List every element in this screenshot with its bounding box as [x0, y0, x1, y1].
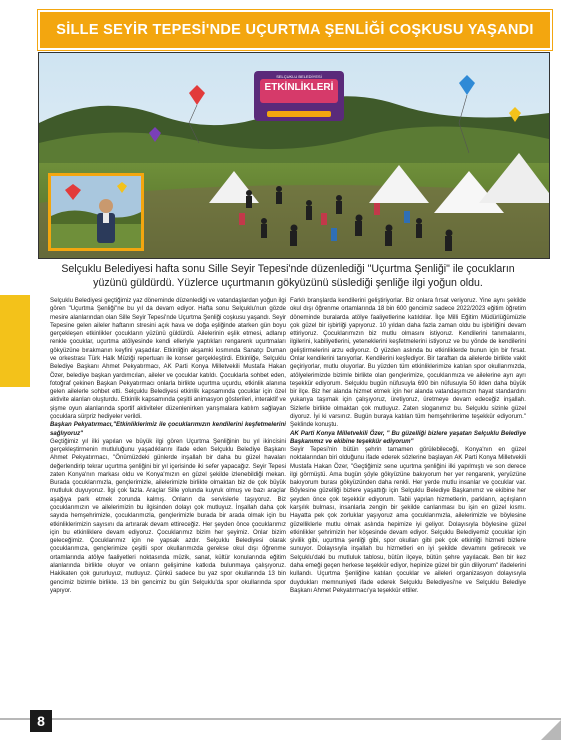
footer-rule	[0, 718, 561, 720]
banner-small-text: SELÇUKLU BELEDİYESİ	[276, 74, 322, 79]
banner-big-text: ETKİNLİKLERİ	[264, 82, 334, 93]
paragraph: Seyir Tepesi'nin bütün şehrin tamamen görülebileceği, Konya'nın en güzel noktalarından biri olduğunu ifade ederek sözlerine başlayan AK Parti Konya Milletvekili Mustafa Hakan Özer, "Geçtiğimiz sene uçurtma şenliğini ilki yapılmıştı ve son derece ilgi görmüştü. Ama bugün şöyle gökyüzüne bakıyorum her yer rengarenk, yeryüzüne bakıyorum burası gökyüzünden daha renkli. Her yerde mutlu insanlar ve çocuklar var. Böylesine güzelliği bizlere yaşattığı için Selçuklu Belediye Başkanımız ve ekibine her şeyden önce çok teşekkür ediyorum. Tabii yapılan hizmetlerin, parkların, açılışların karşılık bulması, insanlarla zengin bir şekilde canlanması bu işin en güzel kısmı. Hayatta pek çok zorluklar yaşıyoruz ama çocuklarımızla, ailelerimizle ve böylesine güzelliklerle mutlu olmak aslında hepimize iyi geliyor. Dolayısıyla böylesine güzel etkinlikler şehrimizin her köşesinde devam ediyor. Selçuklu Belediyemiz çocuklar için şivilik gibi, uçurtma şenliği gibi, spor okulları gibi pek çok etkinliği hizmeti bizlere sunuyor. Dolayısıyla inşallah bu hizmetleri en iyi şekilde devamını getirecek ve Selçuklu'daki bu mutluluk tablosu, bütün ilçeye, bütün şehre yayılacak. Ben bir kez daha emeği geçen herkese teşekkür ediyor, hepinize güzel bir gün diliyorum" ifadelerini kullandı. Uçurtma Şenliğine katılan çocuklar ve aileleri organizasyon dolayısıyla duydukları memnuniyeti ifade ederek Selçuklu Belediyesi'ne ve Selçuklu Belediye Başkanı Ahmet Pekyatırmacı'ya teşekkür ettiler.	[290, 446, 526, 594]
title-banner	[38, 10, 552, 50]
paragraph: Selçuklu Belediyesi geçtiğimiz yaz döneminde düzenlediği ve vatandaşlardan yoğun ilgi gören "Uçurtma Şenliği"ne bu yıl da devam ediyor. Hafta sonu Selçuklu'nun gözde mesire alanlarından olan Sille Seyir Tepesi'nde Uçurtma Şenliği coşkusu yaşandı. Seyir Tepesine gelen aileler haftanın stresini açık hava ve doğa eşliğinde atarken gün boyu gerçekleşen etkinlikler çocukların yüzünü güldürdü. Ailelerinin eşlik etmesi, adlanıp renkle çocuklar, uçurtma atölyesinde kendi elleriyle yaptıkları rengarenk uçurtmaları gökyüzüne bırakmanın keyfini yaşadılar. Etkinliğin akşamki kısmında Sanatçı Duman ve orkestrası Türk Halk Müziği repertuarı ile konser gerçekleştirdi. Etkinliğe, Selçuklu Belediye Başkanı Ahmet Pekyatırmacı, AK Parti Konya Milletvekili Mustafa Hakan Özer, belediye başkan yardımcıları, aileler ve çocuklar katıldı. Çocuklarla sohbet eden, fotoğraf çekinen Başkan Pekyatırmacı onlarla birlikte uçurtma uçurdu, etkinlik alanına gelen ailelerle sohbet etti. Selçuklu Belediyesi etkinlik kapsamında çocuklar için özel aktivite alanları oluşturdu. Etkinlik kapsamında çeşitli animasyon gösterileri, interaktif ve şişme oyun alanlarında sportif aktiviteler düzenlenirken yarışmalara katılım sağlayan çocuklara sürpriz hediyeler verildi.	[50, 297, 286, 420]
inset-photo	[48, 173, 144, 251]
article-column-left	[50, 297, 286, 709]
etkinlikleri-banner	[254, 71, 344, 121]
footer-corner	[541, 720, 561, 740]
subheading: AK Parti Konya Milletvekili Özer, " Bu güzelliği bizlere yaşatan Selçuklu Belediye Başkanımız ve ekibine teşekkür ediyorum"	[290, 429, 526, 445]
paragraph: Farklı branşlarda kendilerini geliştiriyorlar. Biz onlara fırsat veriyoruz. Yine aynı şekilde okul dışı öğrenme ortamlarında 18 bin 600 gencimiz sadece 2022/2023 eğitim öğretim döneminde buralarda atölye faaliyetlerine katıldılar. İlçe Milli Eğitim Müdürlüğümüzle çok güzel bir işbirliği yapıyoruz. 10 yıldan daha fazla zaman oldu bu işbirliğini devam ettiriyoruz. Çocuklarımızın biz mutlu olmasını istiyoruz. Kendilerini tanımalarını, ilgilerini, kabiliyetlerini, yeteneklerini keşfetmelerini istiyoruz ve bu yönde de kendilerini geliştirmelerini arzu ediyoruz. O yüzden aslında bu etkinliklerde bunun için bir fırsat. Onlar kendilerini tanıyorlar. Kendilerini keşfediyor. Bir taraftan da ailelerde birlikte vakit geçiriyorlar, mutlu oluyorlar. Bu yüzden tüm etkinliklerimize katılan spor okullarımızda, atölyelerimizde bizimle birlikte olan gençlerimize, çocuklarımıza ve ailelerine ayrı ayrı teşekkür ediyorum. Selçuklu bugün nüfusuyla 690 bin nüfusuyla 50 ilden daha büyük bir ilçe. Biz her alanda hizmet etmek için her alanda vatandaşımızın hayat standardını yukarıya taşımak için çalışıyoruz, üretiyoruz, üretmeye devam edeceğiz inşallah. Sizlerle birlikte olmaktan çok mutluyuz. Zaten sloganımız bu. Selçuklu sizinle güzel diyoruz. İyi ki varsınız. Bugün buraya katılan tüm hemşehrilerime teşekkür ediyorum." Şeklinde konuştu.	[290, 297, 526, 429]
page-title: SİLLE SEYİR TEPESİ'NDE UÇURTMA ŞENLİĞİ COŞKUSU YAŞANDI	[56, 22, 534, 38]
article-column-right	[290, 297, 526, 709]
page-number: 8	[30, 710, 52, 732]
subheading: Başkan Pekyatırmacı,"Etkinliklerimiz ile çocuklarımızın kendilerini keşfetmelerini sağlıyoruz"	[50, 421, 286, 437]
photo-caption: Selçuklu Belediyesi hafta sonu Sille Seyir Tepesi'nde düzenlediği "Uçurtma Şenliği" ile çocukların yüzünü güldürdü. Yüzlerce uçurtmanın gökyüzünü süslediği şenliğe ilgi yoğun oldu.	[61, 263, 515, 289]
paragraph: Geçtiğimiz yıl ilki yapılan ve büyük ilgi gören Uçurtma Şenliğinin bu yıl ikincisini gerçekleştirmenin mutluluğunu yaşadıklarını ifade eden Selçuklu Belediye Başkanı Ahmet Pekyatırmacı, "Önümüzdeki günlerde inşallah bir daha bu güzel havaları değerlendirip tekrar uçurtma şenliğini bir yıl içerisinde iki sefer yapacağız. Seyir Tepesi zaten Konya'nın markası oldu ve Konya'mızın en güzel şekilde izlenebildiği mekan. Burada çocuklarımızla, gençlerimizle, ailelerimizle birlikte olmaktan biz de çok büyük mutluluk duyuyoruz. İlgi çok fazla. Araçlar Sille yolunda kuyruk olmuş ve bazı araçlar aşağıya park etmek zorunda kalmış. Onların da servislerle taşıyoruz. Biz çocuklarımızın ve ailelerimizin bu ilgisinden dolayı çok mutluyuz. İnşallah daha çok sayıda hemşehrimizle, çocuklarımızla, gençlerimizle burada bir arada olmak için bu etkinliklerimizin sayısını da artırarak devam ettireceğiz. Her şeyden önce çocuklarımız için bu etkinliklere devam ediyoruz. Çocuklarımız bizim her şeyimiz. Onlar bizim geleceğimiz. Çocuklarımız için ne yapsak azdır. Selçuklu Belediyesi olarak çocuklarımıza, gençlerimize çeşitli spor okullarımızda gerekse okul dışı öğrenme ortamlarında atölye faaliyetleri noktasında müzik, sanat, kültür konularında eğitim alanlarında birlikte oluyor ve onların gelişimine katkıda bulunmaya çalışıyoruz. Hakikaten çok gururluyuz, mutluyuz. Çünkü sadece bu yaz spor okullarında 13 bin gencimiz bizimle birlikte. 13 bin gencimiz bu gün Selçuklu'da spor okullarında spor yapıyor.	[50, 437, 286, 594]
side-accent-bar	[0, 295, 30, 387]
